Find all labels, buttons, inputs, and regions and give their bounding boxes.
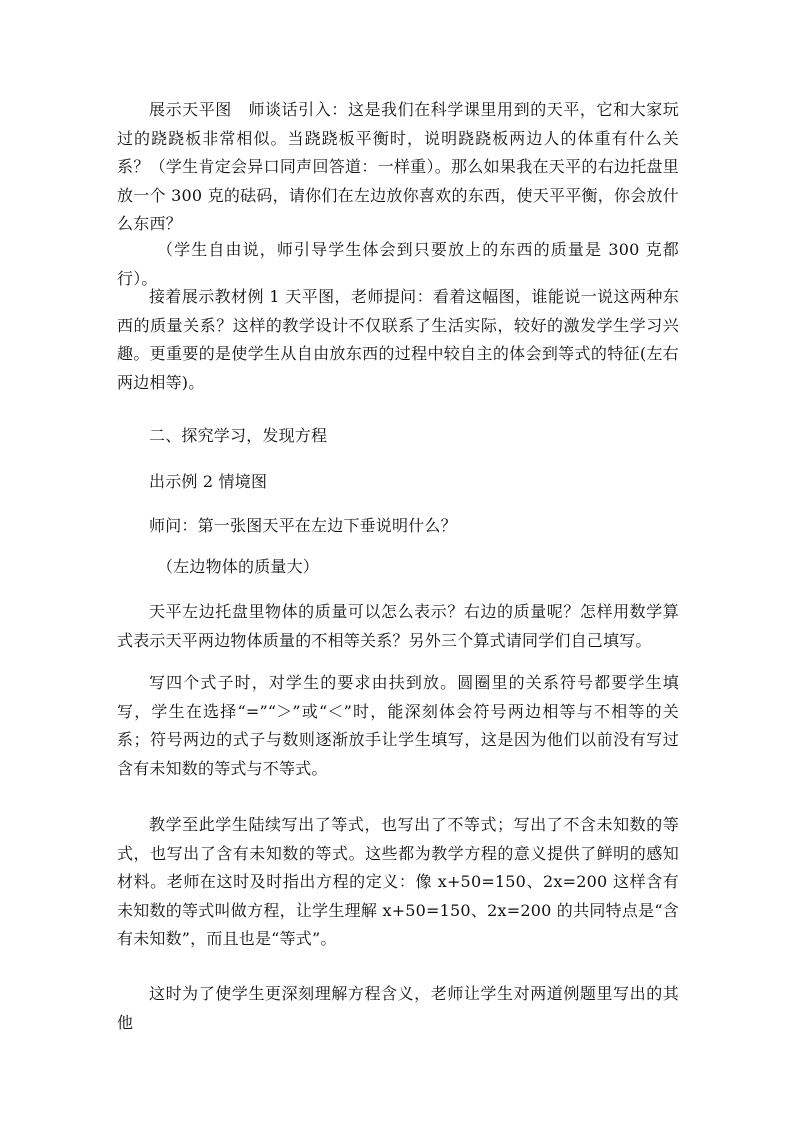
- paragraph-four-expressions: 写四个式子时，对学生的要求由扶到放。圆圈里的关系符号都要学生填写，学生在选择“=”“＞”或“＜”时，能深刻体会符号两边相等与不相等的关系；符号两边的式子与数则逐渐放手让学生填写，这是因为他们以前没有写过含有未知数的等式与不等式。: [117, 673, 679, 778]
- paragraph-deeper-understanding: 这时为了使学生更深刻理解方程含义，老师让学生对两道例题里写出的其他: [117, 984, 679, 1032]
- section-heading-explore: 二、探究学习，发现方程: [149, 426, 328, 445]
- paragraph-teacher-question: 师问：第一张图天平在左边下垂说明什么？: [149, 516, 457, 535]
- paragraph-example-1: 接着展示教材例 1 天平图，老师提问：看着这幅图，谁能说一说这两种东西的质量关系？这样的教学设计不仅联系了生活实际，较好的激发学生学习兴趣。更重要的是使学生从自由放东西的过程中较自主的体会到等式的特征(左右两边相等)。: [117, 287, 679, 392]
- paragraph-balance-intro: 展示天平图 师谈话引入：这是我们在科学课里用到的天平，它和大家玩过的跷跷板非常相似。当跷跷板平衡时，说明跷跷板两边人的体重有什么关系？（学生肯定会异口同声回答道：一样重）。那么如果我在天平的右边托盘里放一个 300 克的砝码，请你们在左边放你喜欢的东西，使天平平衡，你会放什么东西？: [117, 100, 679, 234]
- paragraph-equation-definition: 教学至此学生陆续写出了等式，也写出了不等式；写出了不含未知数的等式，也写出了含有未知数的等式。这些都为教学方程的意义提供了鲜明的感知材料。老师在这时及时指出方程的定义：像 x+50=150、2x=200 这样含有未知数的等式叫做方程，让学生理解 x+50=150、2x=200 的共同特点是“含有未知数”，而且也是“等式”。: [117, 815, 679, 949]
- paragraph-example-2: 出示例 2 情境图: [149, 472, 268, 491]
- paragraph-answer: （左边物体的质量大）: [157, 557, 320, 576]
- paragraph-inequality-question: 天平左边托盘里物体的质量可以怎么表示？右边的质量呢？怎样用数学算式表示天平两边物体质量的不相等关系？另外三个算式请同学们自己填写。: [117, 602, 679, 650]
- paragraph-student-response: （学生自由说，师引导学生体会到只要放上的东西的质量是 300 克都行）。: [117, 240, 679, 288]
